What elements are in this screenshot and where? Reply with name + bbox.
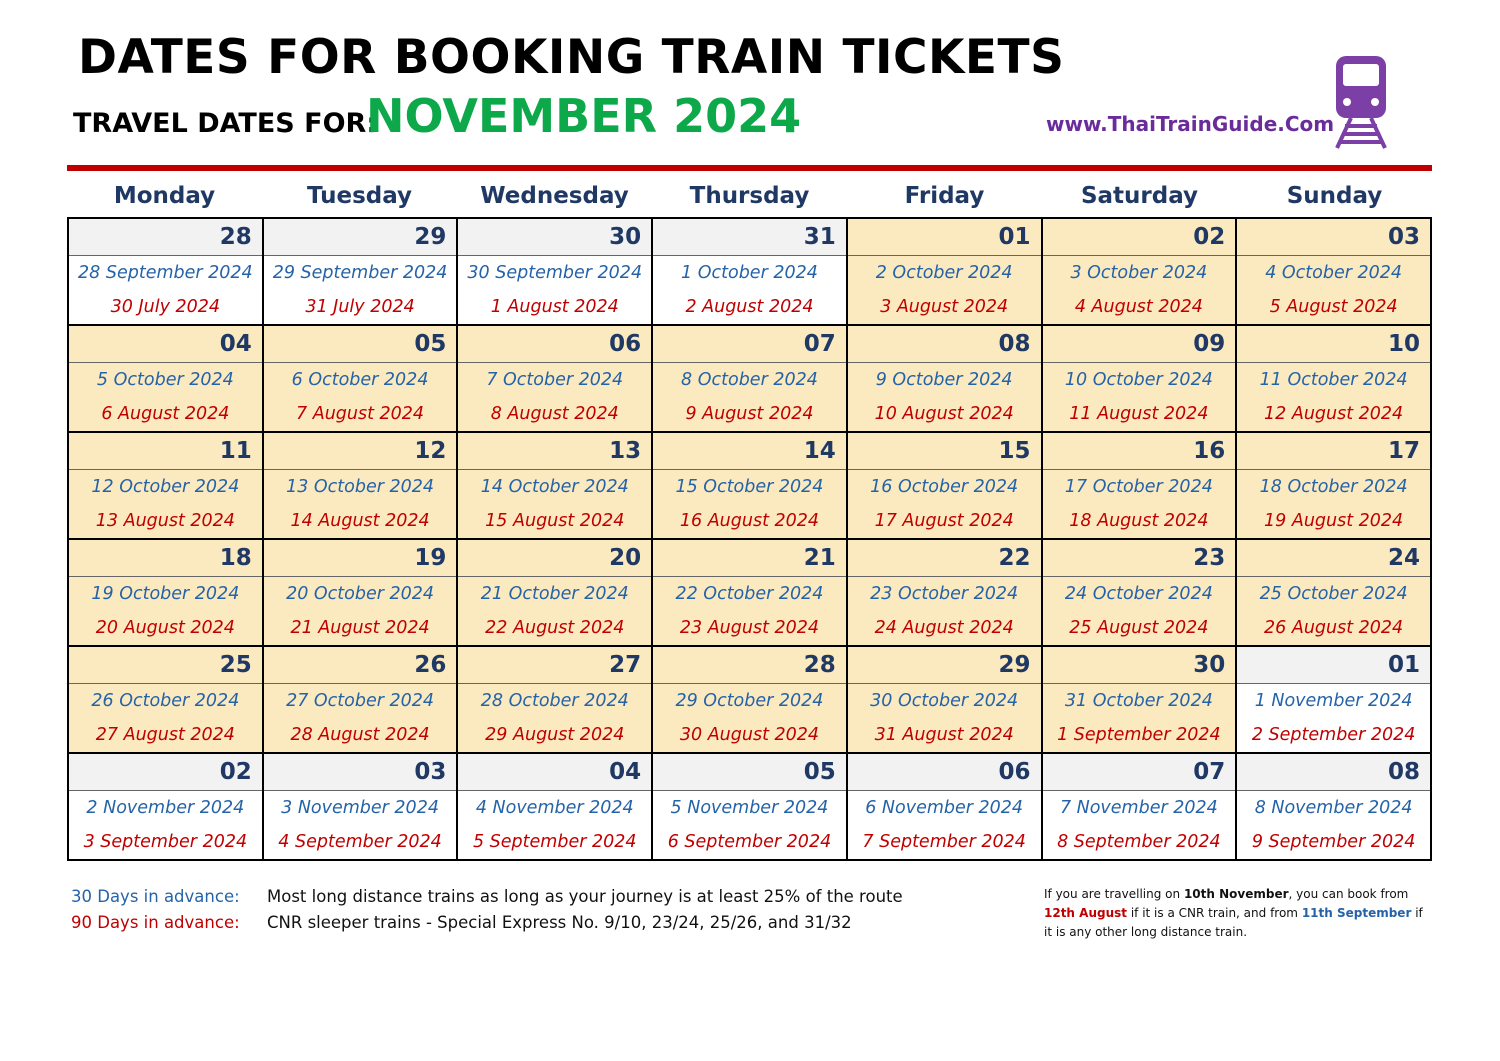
day-number: 07 <box>1042 753 1237 791</box>
weekday-label: Monday <box>113 183 216 209</box>
week-day-number-row <box>68 218 1431 256</box>
booking-date-90-days: 1 September 2024 <box>1057 725 1221 745</box>
booking-date-30-days: 10 October 2024 <box>1064 370 1213 390</box>
booking-date-90-days: 7 August 2024 <box>296 404 425 424</box>
booking-dates-cell <box>68 470 263 540</box>
day-number: 10 <box>1236 325 1431 363</box>
note-cnr-date: 12th August <box>1044 906 1127 920</box>
day-number: 02 <box>68 753 263 791</box>
booking-date-90-days: 30 July 2024 <box>110 297 221 317</box>
booking-date-90-days: 4 September 2024 <box>278 832 442 852</box>
day-number: 02 <box>1042 218 1237 256</box>
booking-date-30-days: 27 October 2024 <box>286 691 435 711</box>
booking-date-90-days: 13 August 2024 <box>95 511 235 531</box>
day-number: 01 <box>847 218 1042 256</box>
day-number: 14 <box>652 432 847 470</box>
booking-dates-cell <box>847 470 1042 540</box>
booking-date-90-days: 3 September 2024 <box>83 832 248 852</box>
booking-dates-cell <box>847 363 1042 433</box>
booking-date-90-days: 31 August 2024 <box>874 725 1014 745</box>
booking-dates-cell <box>68 363 263 433</box>
booking-date-90-days: 30 August 2024 <box>679 725 820 745</box>
booking-date-30-days: 4 November 2024 <box>475 798 634 818</box>
booking-dates-cell <box>847 684 1042 754</box>
legend-30-days-text: Most long distance trains as long as your journey is at least 25% of the route <box>267 887 903 906</box>
day-number: 27 <box>457 646 652 684</box>
booking-date-30-days: 19 October 2024 <box>91 584 240 604</box>
day-number: 07 <box>652 325 847 363</box>
booking-dates-cell <box>263 791 458 861</box>
week-booking-dates-row <box>68 791 1431 861</box>
booking-date-90-days: 14 August 2024 <box>290 511 430 531</box>
booking-date-30-days: 8 October 2024 <box>681 370 818 390</box>
weekday-label: Friday <box>904 183 985 209</box>
day-number: 24 <box>1236 539 1431 577</box>
booking-dates-cell <box>263 363 458 433</box>
booking-date-30-days: 5 November 2024 <box>670 798 829 818</box>
booking-date-90-days: 26 August 2024 <box>1264 618 1404 638</box>
booking-date-30-days: 18 October 2024 <box>1259 477 1408 497</box>
booking-date-90-days: 18 August 2024 <box>1069 511 1209 531</box>
booking-date-30-days: 29 September 2024 <box>272 263 448 283</box>
booking-dates-cell <box>263 577 458 647</box>
booking-date-90-days: 31 July 2024 <box>305 297 415 317</box>
booking-date-90-days: 2 September 2024 <box>1251 725 1416 745</box>
website-link[interactable]: www.ThaiTrainGuide.Com <box>1046 112 1335 136</box>
booking-date-30-days: 6 November 2024 <box>865 798 1024 818</box>
day-number: 06 <box>457 325 652 363</box>
header-divider <box>67 165 1432 171</box>
note-travel-date: 10th November <box>1183 887 1289 901</box>
booking-date-30-days: 7 November 2024 <box>1059 798 1218 818</box>
booking-date-30-days: 31 October 2024 <box>1064 691 1213 711</box>
booking-date-30-days: 1 October 2024 <box>681 263 818 283</box>
booking-date-30-days: 28 September 2024 <box>78 263 253 283</box>
booking-date-90-days: 8 August 2024 <box>490 404 619 424</box>
travel-dates-label: TRAVEL DATES FOR: <box>73 108 378 139</box>
booking-dates-cell <box>652 470 847 540</box>
weekday-label: Tuesday <box>306 183 413 209</box>
legend-90-days-label: 90 Days in advance: <box>71 913 240 932</box>
booking-date-30-days: 5 October 2024 <box>96 370 234 390</box>
train-on-tracks-icon <box>1331 52 1391 150</box>
booking-dates-cell <box>68 577 263 647</box>
booking-dates-cell <box>457 684 652 754</box>
day-number: 12 <box>263 432 458 470</box>
booking-date-90-days: 6 September 2024 <box>667 832 832 852</box>
booking-date-90-days: 16 August 2024 <box>679 511 820 531</box>
day-number: 04 <box>457 753 652 791</box>
booking-dates-cell <box>652 577 847 647</box>
day-number: 05 <box>263 325 458 363</box>
booking-dates-cell <box>1042 577 1237 647</box>
day-number: 30 <box>457 218 652 256</box>
day-number: 04 <box>68 325 263 363</box>
day-number: 28 <box>652 646 847 684</box>
day-number: 11 <box>68 432 263 470</box>
booking-date-90-days: 25 August 2024 <box>1069 618 1209 638</box>
booking-date-30-days: 13 October 2024 <box>286 477 435 497</box>
day-number: 03 <box>263 753 458 791</box>
booking-dates-cell <box>652 256 847 326</box>
note-other-date: 11th September <box>1301 906 1412 920</box>
day-number: 16 <box>1042 432 1237 470</box>
page-title: DATES FOR BOOKING TRAIN TICKETS <box>78 30 1065 85</box>
booking-date-90-days: 5 September 2024 <box>472 832 637 852</box>
booking-date-90-days: 3 August 2024 <box>880 297 1009 317</box>
travel-month: NOVEMBER 2024 <box>366 89 802 143</box>
booking-dates-cell <box>1042 684 1237 754</box>
booking-date-30-days: 6 October 2024 <box>291 370 429 390</box>
day-number: 26 <box>263 646 458 684</box>
day-number: 03 <box>1236 218 1431 256</box>
booking-dates-cell <box>1042 470 1237 540</box>
weekday-label: Wednesday <box>480 183 629 209</box>
booking-date-30-days: 3 November 2024 <box>281 798 439 818</box>
booking-date-30-days: 2 November 2024 <box>86 798 245 818</box>
week-booking-dates-row <box>68 684 1431 754</box>
booking-date-30-days: 16 October 2024 <box>870 477 1019 497</box>
day-number: 30 <box>1042 646 1237 684</box>
booking-dates-cell <box>1042 256 1237 326</box>
week-booking-dates-row <box>68 363 1431 433</box>
booking-dates-cell <box>457 256 652 326</box>
booking-dates-cell <box>457 363 652 433</box>
day-number: 01 <box>1236 646 1431 684</box>
weekday-header-row <box>67 178 1432 214</box>
booking-date-90-days: 1 August 2024 <box>490 297 619 317</box>
legend-row-30-days <box>71 884 903 910</box>
day-number: 31 <box>652 218 847 256</box>
booking-dates-cell <box>68 256 263 326</box>
day-number: 15 <box>847 432 1042 470</box>
booking-date-90-days: 24 August 2024 <box>874 618 1014 638</box>
note-text: , you can book from <box>1288 887 1409 901</box>
day-number: 09 <box>1042 325 1237 363</box>
booking-dates-cell <box>68 684 263 754</box>
booking-dates-cell <box>457 470 652 540</box>
booking-calendar <box>67 217 1432 861</box>
booking-date-90-days: 23 August 2024 <box>679 618 820 638</box>
day-number: 28 <box>68 218 263 256</box>
booking-date-90-days: 29 August 2024 <box>485 725 625 745</box>
booking-date-30-days: 23 October 2024 <box>870 584 1019 604</box>
day-number: 23 <box>1042 539 1237 577</box>
booking-date-30-days: 30 October 2024 <box>870 691 1019 711</box>
booking-date-30-days: 25 October 2024 <box>1259 584 1408 604</box>
booking-dates-cell <box>847 791 1042 861</box>
booking-date-90-days: 28 August 2024 <box>290 725 430 745</box>
weekday-label: Sunday <box>1286 183 1383 209</box>
booking-date-90-days: 15 August 2024 <box>485 511 625 531</box>
day-number: 08 <box>1236 753 1431 791</box>
booking-date-90-days: 6 August 2024 <box>101 404 230 424</box>
booking-date-30-days: 17 October 2024 <box>1064 477 1213 497</box>
day-number: 25 <box>68 646 263 684</box>
note-text: if it is a CNR train, and from <box>1127 906 1302 920</box>
day-number: 29 <box>263 218 458 256</box>
booking-dates-cell <box>652 791 847 861</box>
booking-date-30-days: 7 October 2024 <box>486 370 624 390</box>
booking-date-30-days: 11 October 2024 <box>1259 370 1408 390</box>
legend-30-days-label: 30 Days in advance: <box>71 887 240 906</box>
week-day-number-row <box>68 753 1431 791</box>
booking-date-90-days: 20 August 2024 <box>95 618 235 638</box>
weekday-label: Saturday <box>1080 183 1199 209</box>
day-number: 06 <box>847 753 1042 791</box>
legend-90-days-text: CNR sleeper trains - Special Express No. 9/10, 23/24, 25/26, and 31/32 <box>267 913 852 932</box>
day-number: 18 <box>68 539 263 577</box>
booking-dates-cell <box>457 577 652 647</box>
booking-dates-cell <box>1236 684 1431 754</box>
booking-date-90-days: 8 September 2024 <box>1057 832 1221 852</box>
day-number: 20 <box>457 539 652 577</box>
booking-dates-cell <box>263 470 458 540</box>
booking-date-90-days: 17 August 2024 <box>874 511 1014 531</box>
example-note <box>1044 885 1434 942</box>
week-booking-dates-row <box>68 470 1431 540</box>
week-day-number-row <box>68 539 1431 577</box>
booking-date-90-days: 21 August 2024 <box>290 618 430 638</box>
weekday-label: Thursday <box>689 183 810 209</box>
booking-date-30-days: 29 October 2024 <box>675 691 824 711</box>
booking-dates-cell <box>263 684 458 754</box>
booking-date-90-days: 19 August 2024 <box>1264 511 1404 531</box>
note-text: if it is any other long distance train. <box>1044 906 1423 939</box>
booking-dates-cell <box>1236 256 1431 326</box>
week-day-number-row <box>68 646 1431 684</box>
booking-dates-cell <box>847 577 1042 647</box>
day-number: 29 <box>847 646 1042 684</box>
day-number: 13 <box>457 432 652 470</box>
note-text: If you are travelling on <box>1044 887 1184 901</box>
day-number: 19 <box>263 539 458 577</box>
day-number: 05 <box>652 753 847 791</box>
booking-date-90-days: 22 August 2024 <box>485 618 625 638</box>
booking-date-30-days: 15 October 2024 <box>675 477 824 497</box>
booking-date-90-days: 9 September 2024 <box>1251 832 1416 852</box>
booking-date-30-days: 2 October 2024 <box>875 263 1013 283</box>
booking-date-30-days: 28 October 2024 <box>480 691 629 711</box>
booking-date-30-days: 14 October 2024 <box>480 477 629 497</box>
week-booking-dates-row <box>68 577 1431 647</box>
day-number: 22 <box>847 539 1042 577</box>
booking-date-90-days: 9 August 2024 <box>685 404 814 424</box>
legend-row-90-days <box>71 910 903 936</box>
week-day-number-row <box>68 325 1431 363</box>
week-booking-dates-row <box>68 256 1431 326</box>
booking-date-30-days: 9 October 2024 <box>875 370 1013 390</box>
booking-dates-cell <box>1236 470 1431 540</box>
booking-date-90-days: 11 August 2024 <box>1069 404 1209 424</box>
booking-date-90-days: 7 September 2024 <box>862 832 1026 852</box>
booking-date-30-days: 21 October 2024 <box>480 584 629 604</box>
booking-date-30-days: 24 October 2024 <box>1064 584 1213 604</box>
booking-date-30-days: 30 September 2024 <box>467 263 643 283</box>
booking-date-30-days: 8 November 2024 <box>1254 798 1413 818</box>
booking-date-30-days: 4 October 2024 <box>1265 263 1403 283</box>
booking-date-30-days: 20 October 2024 <box>286 584 435 604</box>
booking-date-90-days: 2 August 2024 <box>685 297 814 317</box>
legend <box>71 884 903 936</box>
booking-dates-cell <box>1236 577 1431 647</box>
booking-dates-cell <box>847 256 1042 326</box>
booking-dates-cell <box>652 684 847 754</box>
booking-dates-cell <box>1042 791 1237 861</box>
booking-dates-cell <box>1042 363 1237 433</box>
booking-date-30-days: 22 October 2024 <box>675 584 824 604</box>
day-number: 17 <box>1236 432 1431 470</box>
booking-dates-cell <box>652 363 847 433</box>
booking-date-90-days: 5 August 2024 <box>1269 297 1398 317</box>
booking-dates-cell <box>68 791 263 861</box>
booking-dates-cell <box>1236 791 1431 861</box>
booking-date-30-days: 26 October 2024 <box>91 691 240 711</box>
booking-date-30-days: 12 October 2024 <box>91 477 240 497</box>
booking-date-90-days: 10 August 2024 <box>874 404 1014 424</box>
day-number: 21 <box>652 539 847 577</box>
booking-date-30-days: 3 October 2024 <box>1070 263 1208 283</box>
booking-date-90-days: 4 August 2024 <box>1074 297 1203 317</box>
day-number: 08 <box>847 325 1042 363</box>
booking-dates-cell <box>1236 363 1431 433</box>
booking-dates-cell <box>263 256 458 326</box>
booking-date-30-days: 1 November 2024 <box>1254 691 1413 711</box>
booking-date-90-days: 12 August 2024 <box>1264 404 1404 424</box>
booking-dates-cell <box>457 791 652 861</box>
week-day-number-row <box>68 432 1431 470</box>
booking-date-90-days: 27 August 2024 <box>95 725 235 745</box>
